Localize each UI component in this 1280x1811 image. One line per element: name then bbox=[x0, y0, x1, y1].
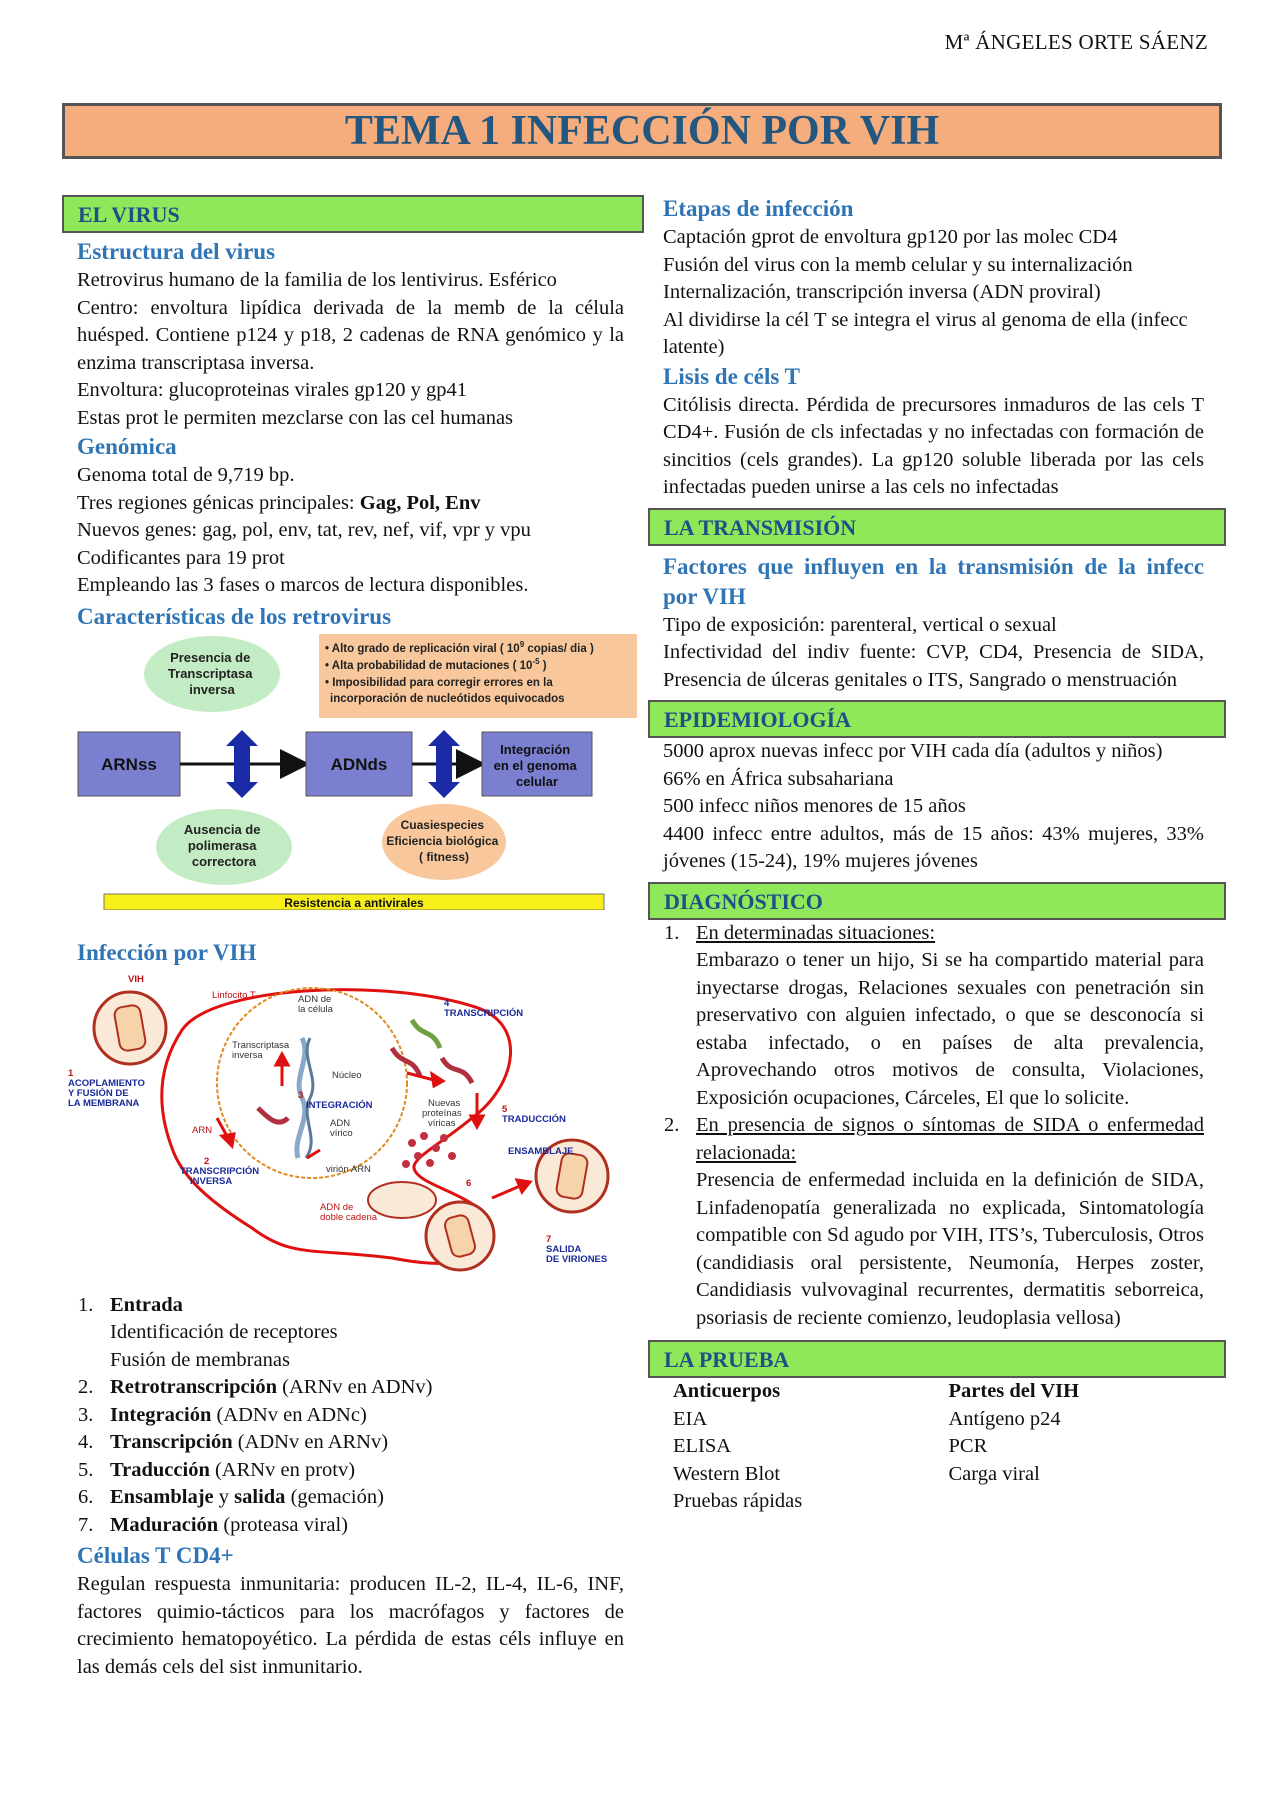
subheading-etapas: Etapas de infección bbox=[663, 196, 854, 221]
etapas-line-3: Internalización, transcripción inversa (ADN proviral) bbox=[663, 281, 1101, 303]
epi-line-3: 500 infecc niños menores de 15 años bbox=[663, 795, 966, 817]
subheading-caracteristicas: Características de los retrovirus bbox=[77, 603, 392, 629]
epi-line-2: 66% en África subsahariana bbox=[663, 767, 894, 790]
author-name: Mª ÁNGELES ORTE SÁENZ bbox=[944, 30, 1208, 54]
list-item: Identificación de receptores bbox=[110, 1321, 338, 1343]
section-diagnostico: DIAGNÓSTICO bbox=[648, 882, 1226, 920]
genomica-line-1: Genoma total de 9,719 bp. bbox=[77, 464, 295, 486]
list-item: 7. Maduración (proteasa viral) bbox=[78, 1513, 348, 1536]
transmision-line-1: Tipo de exposición: parenteral, vertical o sexual bbox=[663, 613, 1057, 636]
right-column bbox=[648, 195, 1224, 1516]
list-item: 1. Entrada bbox=[78, 1293, 183, 1316]
section-el-virus: EL VIRUS bbox=[62, 195, 644, 233]
etapas-line-1: Captación gprot de envoltura gp120 por las molec CD4 bbox=[663, 226, 1118, 248]
list-item: 5. Traducción (ARNv en protv) bbox=[78, 1458, 356, 1481]
subheading-infeccion: Infección por VIH bbox=[77, 939, 257, 965]
subheading-genomica: Genómica bbox=[77, 434, 177, 459]
svg-text:Ausencia de polimerasa: Ausencia de polimerasa correctora bbox=[183, 821, 261, 869]
subheading-celulas: Células T CD4+ bbox=[77, 1543, 234, 1568]
lisis-text: Citólisis directa. Pérdida de precursores inmaduros de las cels T CD4+. Fusión de cls infectadas y no infectadas con formación de sincitios (cels grandes). La gp120 soluble liberada por las cels infectadas pueden unirse a las cels no infectadas bbox=[663, 393, 1204, 498]
subheading-factores: Factores que influyen en la transmisión de la infecc por VIH bbox=[663, 553, 1204, 609]
genomica-line-3: Nuevos genes: gag, pol, env, tat, rev, nef, vif, vpr y vpu bbox=[77, 519, 531, 541]
genomica-line-2: Tres regiones génicas principales: Gag, Pol, Env bbox=[77, 491, 481, 514]
svg-text:VIH Linfocito T: VIH Linfocito T ADN de la célula Transcriptasa inversa Núcleo 4 TRANSCRIPCIÓN 1 ACOPLAMIENTO Y FUSIÓN DE LA MEMBRANA 3 INTEGRACIÓN ARN ADN vírico Nuevas proteínas víricas 5 TRADUCCIÓN ENSAMBLAJE 2 TRANSCRIPCIÓN INVERSA virión ARN ADN de doble cadena 6 7 SALIDA DE VIRIONES bbox=[68, 973, 608, 1265]
diagnostico-list bbox=[648, 920, 1224, 1333]
section-prueba: LA PRUEBA bbox=[648, 1340, 1226, 1378]
subheading-estructura: Estructura del virus bbox=[77, 239, 276, 264]
list-item: 3. Integración (ADNv en ADNc) bbox=[78, 1403, 367, 1426]
virion-top-left bbox=[94, 992, 166, 1064]
retrovirus-diagram bbox=[62, 632, 644, 910]
section-epidemiologia: EPIDEMIOLOGÍA bbox=[648, 700, 1226, 738]
prueba-col-partes: Partes del VIH Antígeno p24 PCR Carga viral bbox=[948, 1380, 1080, 1485]
etapas-line-4: Al dividirse la cél T se integra el virus al genoma de ella (infecc latente) bbox=[663, 308, 1188, 358]
section-transmision: LA TRANSMISIÓN bbox=[648, 508, 1226, 546]
list-item: Fusión de membranas bbox=[110, 1348, 290, 1371]
svg-text:• Alto grado de replicación vi: • Alto grado de replicación viral ( $10^9$ copias/ dia ) • Alta probabilidad de mutaciones ( $10^{-5}$ ) • Imposibilidad para corregir errores en la incorporación de nucleótidos equivocados bbox=[325, 639, 594, 705]
estructura-line-4: Estas prot le permiten mezclarse con las cel humanas bbox=[77, 406, 514, 429]
svg-text:Resistencia a antivirales: Resistencia a antivirales bbox=[284, 895, 424, 910]
infection-steps bbox=[62, 1292, 644, 1540]
list-item: 2. Retrotranscripción (ARNv en ADNv) bbox=[78, 1376, 433, 1398]
hiv-lifecycle-diagram bbox=[62, 968, 644, 1288]
list-item: 4. Transcripción (ADNv en ARNv) bbox=[78, 1431, 389, 1453]
estructura-line-3: Envoltura: glucoproteinas virales gp120 y gp41 bbox=[77, 379, 467, 401]
epi-line-4: 4400 infecc entre adultos, más de 15 años: 43% mujeres, 33% jóvenes (15-24), 19% mujeres jóvenes bbox=[663, 822, 1204, 872]
svg-text:Integración en el geno: Integración en el genoma celular bbox=[493, 741, 577, 789]
list-item: 2. En presencia de signos o síntomas de SIDA o enfermedad relacionada: bbox=[664, 1114, 1204, 1164]
list-item: 1. En determinadas situaciones: bbox=[664, 921, 936, 944]
genomica-line-5: Empleando las 3 fases o marcos de lectura disponibles. bbox=[77, 574, 529, 596]
list-item: 6. Ensamblaje y salida (gemación) bbox=[78, 1486, 384, 1508]
subheading-lisis: Lisis de céls T bbox=[663, 363, 800, 389]
list-item: Presencia de enfermedad incluida en la definición de SIDA, Linfadenopatía generalizada no explicada, Sintomatología compatible con Sd agudo por VIH, ITS’s, Tuberculosis, Otros (candidiasis oral persistente, Neumonía, Herpes zoster, Candidiasis vulvovaginal recurrentes, dermatitis seborreica, psoriasis de reciente comienzo, leudoplasia vellosa) bbox=[696, 1169, 1204, 1329]
epi-line-1: 5000 aprox nuevas infecc por VIH cada día (adultos y niños) bbox=[663, 740, 1163, 762]
estructura-line-1: Retrovirus humano de la familia de los lentivirus. Esférico bbox=[77, 269, 557, 291]
etapas-line-2: Fusión del virus con la memb celular y su internalización bbox=[663, 253, 1133, 276]
genomica-regions: Gag, Pol, Env bbox=[359, 491, 481, 514]
left-column bbox=[62, 195, 644, 1681]
estructura-line-2: Centro: envoltura lipídica derivada de la memb de la célula huésped. Contiene p124 y p18, 2 cadenas de RNA genómico y la enzima transcriptasa inversa. bbox=[77, 296, 624, 374]
genomica-line-4: Codificantes para 19 prot bbox=[77, 546, 285, 569]
page-title: TEMA 1 INFECCIÓN POR VIH bbox=[62, 103, 1222, 159]
virion-bottom-center bbox=[426, 1202, 494, 1270]
prueba-table bbox=[648, 1378, 1224, 1516]
list-item: Embarazo o tener un hijo, Si se ha compartido material para inyectarse drogas, Relaciones sexuales con penetración sin preservativo con alguien infectado, o que se desconocía si estaba infectado, o en países de alta prevalencia, Aprovechando otros motivos de consulta, Violaciones, Exposición ocupaciones, Cárceles, El que lo solicite. bbox=[696, 949, 1204, 1109]
celulas-text: Regulan respuesta inmunitaria: producen IL-2, IL-4, IL-6, INF, factores quimio-tácticos para los macrófagos y factores de crecimiento hematopoyético. La pérdida de estas céls influye en las demás cels del sist inmunitario. bbox=[77, 1573, 624, 1678]
svg-text:ARNss: ARNss bbox=[101, 754, 157, 774]
svg-text:ADNds: ADNds bbox=[330, 754, 388, 774]
transmision-line-2: Infectividad del indiv fuente: CVP, CD4, Presencia de SIDA, Presencia de úlceras genitales o ITS, Sangrado o menstruación bbox=[663, 641, 1204, 691]
svg-text:Cuasiespecies Eficienc: Cuasiespecies Eficiencia biológica ( fitness) bbox=[386, 817, 499, 864]
svg-text:Presencia de Transcrip: Presencia de Transcriptasa inversa bbox=[167, 649, 253, 697]
prueba-col-anticuerpos: Anticuerpos EIA ELISA Western Blot Pruebas rápidas bbox=[673, 1380, 803, 1512]
